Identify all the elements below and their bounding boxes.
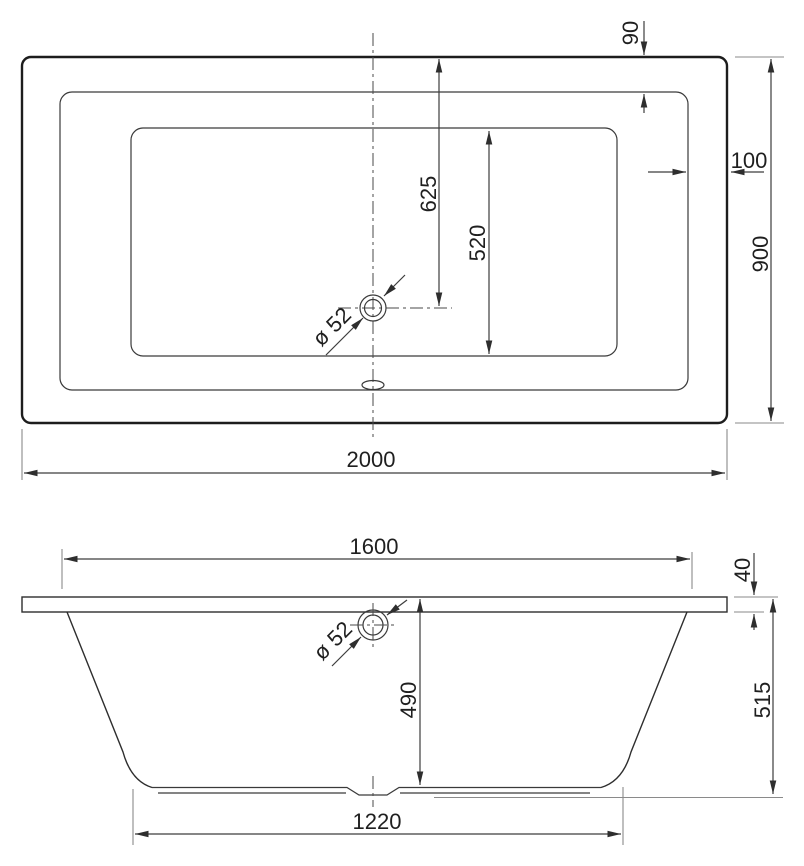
inner-depth-label: 490 [396,681,421,719]
dim-overflow-diameter [308,600,407,666]
dim-overall-width [735,57,784,423]
rim-width-side-label: 100 [730,148,768,173]
side-view [22,534,783,845]
top-view [22,21,784,480]
tub-rim-inner-edge [60,92,688,390]
basin-width-label: 520 [465,224,490,262]
rim-thickness-label: 40 [730,557,755,583]
dim-drain-diameter [307,275,405,355]
dim-rim-width-side [648,148,767,173]
drain-offset-label: 625 [416,175,441,213]
leader-line [384,275,405,296]
leader-line [387,600,407,615]
tub-outer-edge [22,57,727,423]
dim-base-length [133,787,623,845]
dim-rim-width-top [618,21,644,113]
dim-inner-depth [396,599,421,785]
overall-height-label: 515 [750,681,775,719]
dim-drain-offset [416,59,441,306]
right-wall [601,612,687,788]
overflow-diameter-label: ø 52 [308,616,358,666]
left-wall [67,612,152,788]
dim-opening-length [62,534,692,589]
overall-length-label: 2000 [346,447,396,472]
dim-basin-width [465,131,490,354]
base-length-label: 1220 [352,809,402,834]
dim-rim-thickness [730,553,778,630]
rim-width-top-label: 90 [618,20,643,46]
tub-basin-edge [131,128,617,356]
opening-length-label: 1600 [349,534,399,559]
dim-overall-length [22,429,727,480]
drain-diameter-label: ø 52 [307,302,357,352]
overall-width-label: 900 [748,235,773,273]
tub-bottom [152,788,601,796]
